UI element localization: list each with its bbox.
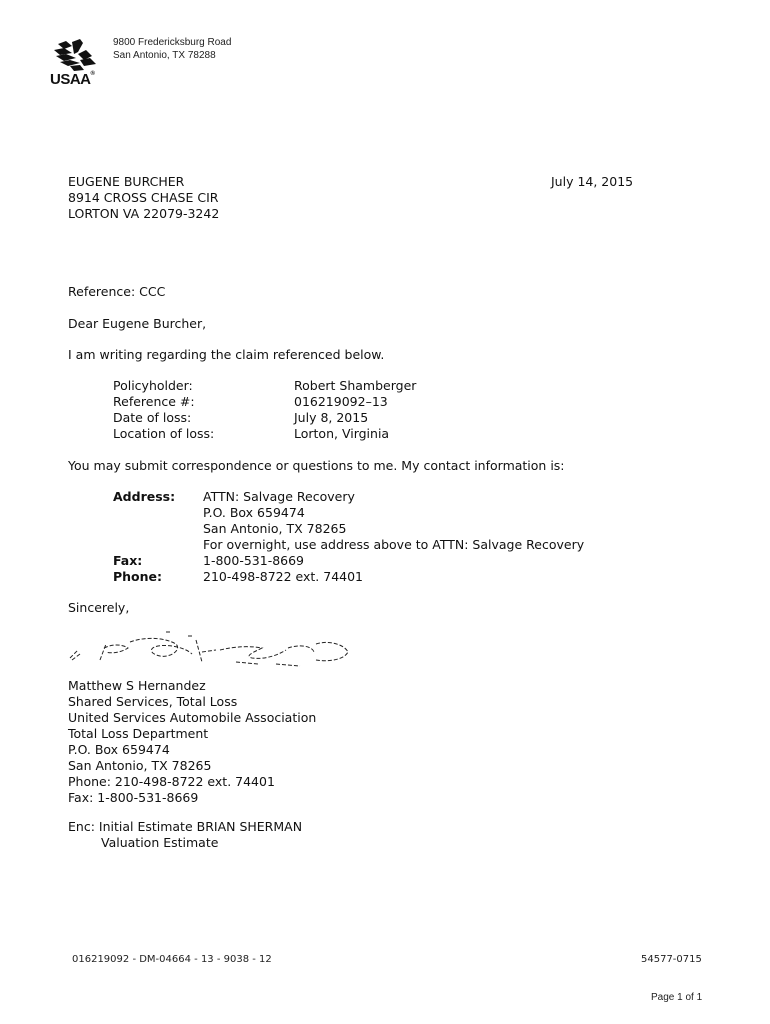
claim-row (113, 426, 416, 442)
usaa-logo (50, 38, 106, 90)
logo-trademark: ® (90, 71, 95, 77)
claim-value: 016219092–13 (294, 394, 388, 409)
footer-doc-id: 016219092 - DM-04664 - 13 - 9038 - 12 (72, 954, 272, 965)
signer-line: Phone: 210-498-8722 ext. 74401 (68, 774, 275, 789)
contact-fax-row (113, 553, 584, 569)
signer-line: Total Loss Department (68, 726, 209, 741)
address-line: For overnight, use address above to ATTN: Salvage Recovery (203, 537, 585, 552)
claim-row (113, 378, 416, 394)
fax-number: 1-800-531-8669 (203, 553, 305, 568)
company-address (113, 36, 231, 62)
claim-row (113, 394, 416, 410)
closing: Sincerely, (68, 600, 130, 615)
claim-value: July 8, 2015 (294, 410, 369, 425)
salutation: Dear Eugene Burcher, (68, 316, 207, 331)
intro-text: I am writing regarding the claim referenced below. (68, 347, 385, 362)
logo-text: USAA (50, 71, 91, 88)
contact-intro: You may submit correspondence or questions to me. My contact information is: (68, 458, 565, 473)
eagle-icon (50, 38, 106, 72)
signer-line: San Antonio, TX 78265 (68, 758, 212, 773)
enclosures-line2: Valuation Estimate (101, 835, 219, 850)
address-line: P.O. Box 659474 (203, 505, 305, 520)
signer-block (68, 678, 316, 806)
recipient-block (68, 174, 219, 222)
page-number: Page 1 of 1 (651, 992, 703, 1003)
signer-line: P.O. Box 659474 (68, 742, 170, 757)
recipient-city: LORTON VA 22079-3242 (68, 206, 220, 221)
company-address-line2: San Antonio, TX 78288 (113, 50, 216, 61)
contact-block (113, 489, 584, 585)
footer-form-code: 54577-0715 (641, 954, 702, 965)
address-lines (203, 489, 584, 553)
phone-label: Phone: (113, 569, 163, 584)
claim-details-table (113, 378, 416, 442)
claim-value: Lorton, Virginia (294, 426, 390, 441)
claim-label: Policyholder: (113, 378, 193, 393)
address-line: ATTN: Salvage Recovery (203, 489, 355, 504)
signer-name: Matthew S Hernandez (68, 678, 206, 693)
claim-label: Reference #: (113, 394, 195, 409)
signer-line: Shared Services, Total Loss (68, 694, 238, 709)
contact-address-row (113, 489, 584, 553)
claim-label: Location of loss: (113, 426, 215, 441)
address-label: Address: (113, 489, 176, 504)
claim-label: Date of loss: (113, 410, 192, 425)
contact-phone-row (113, 569, 584, 585)
claim-row (113, 410, 416, 426)
letter-date: July 14, 2015 (551, 174, 634, 189)
enclosures-line1: Enc: Initial Estimate BRIAN SHERMAN (68, 819, 303, 834)
claim-value: Robert Shamberger (294, 378, 417, 393)
recipient-street: 8914 CROSS CHASE CIR (68, 190, 219, 205)
reference-line: Reference: CCC (68, 284, 166, 299)
company-address-line1: 9800 Fredericksburg Road (113, 37, 232, 48)
address-line: San Antonio, TX 78265 (203, 521, 347, 536)
signature (66, 630, 356, 674)
fax-label: Fax: (113, 553, 143, 568)
recipient-name: EUGENE BURCHER (68, 174, 185, 189)
signer-line: Fax: 1-800-531-8669 (68, 790, 199, 805)
phone-number: 210-498-8722 ext. 74401 (203, 569, 364, 584)
signer-line: United Services Automobile Association (68, 710, 317, 725)
